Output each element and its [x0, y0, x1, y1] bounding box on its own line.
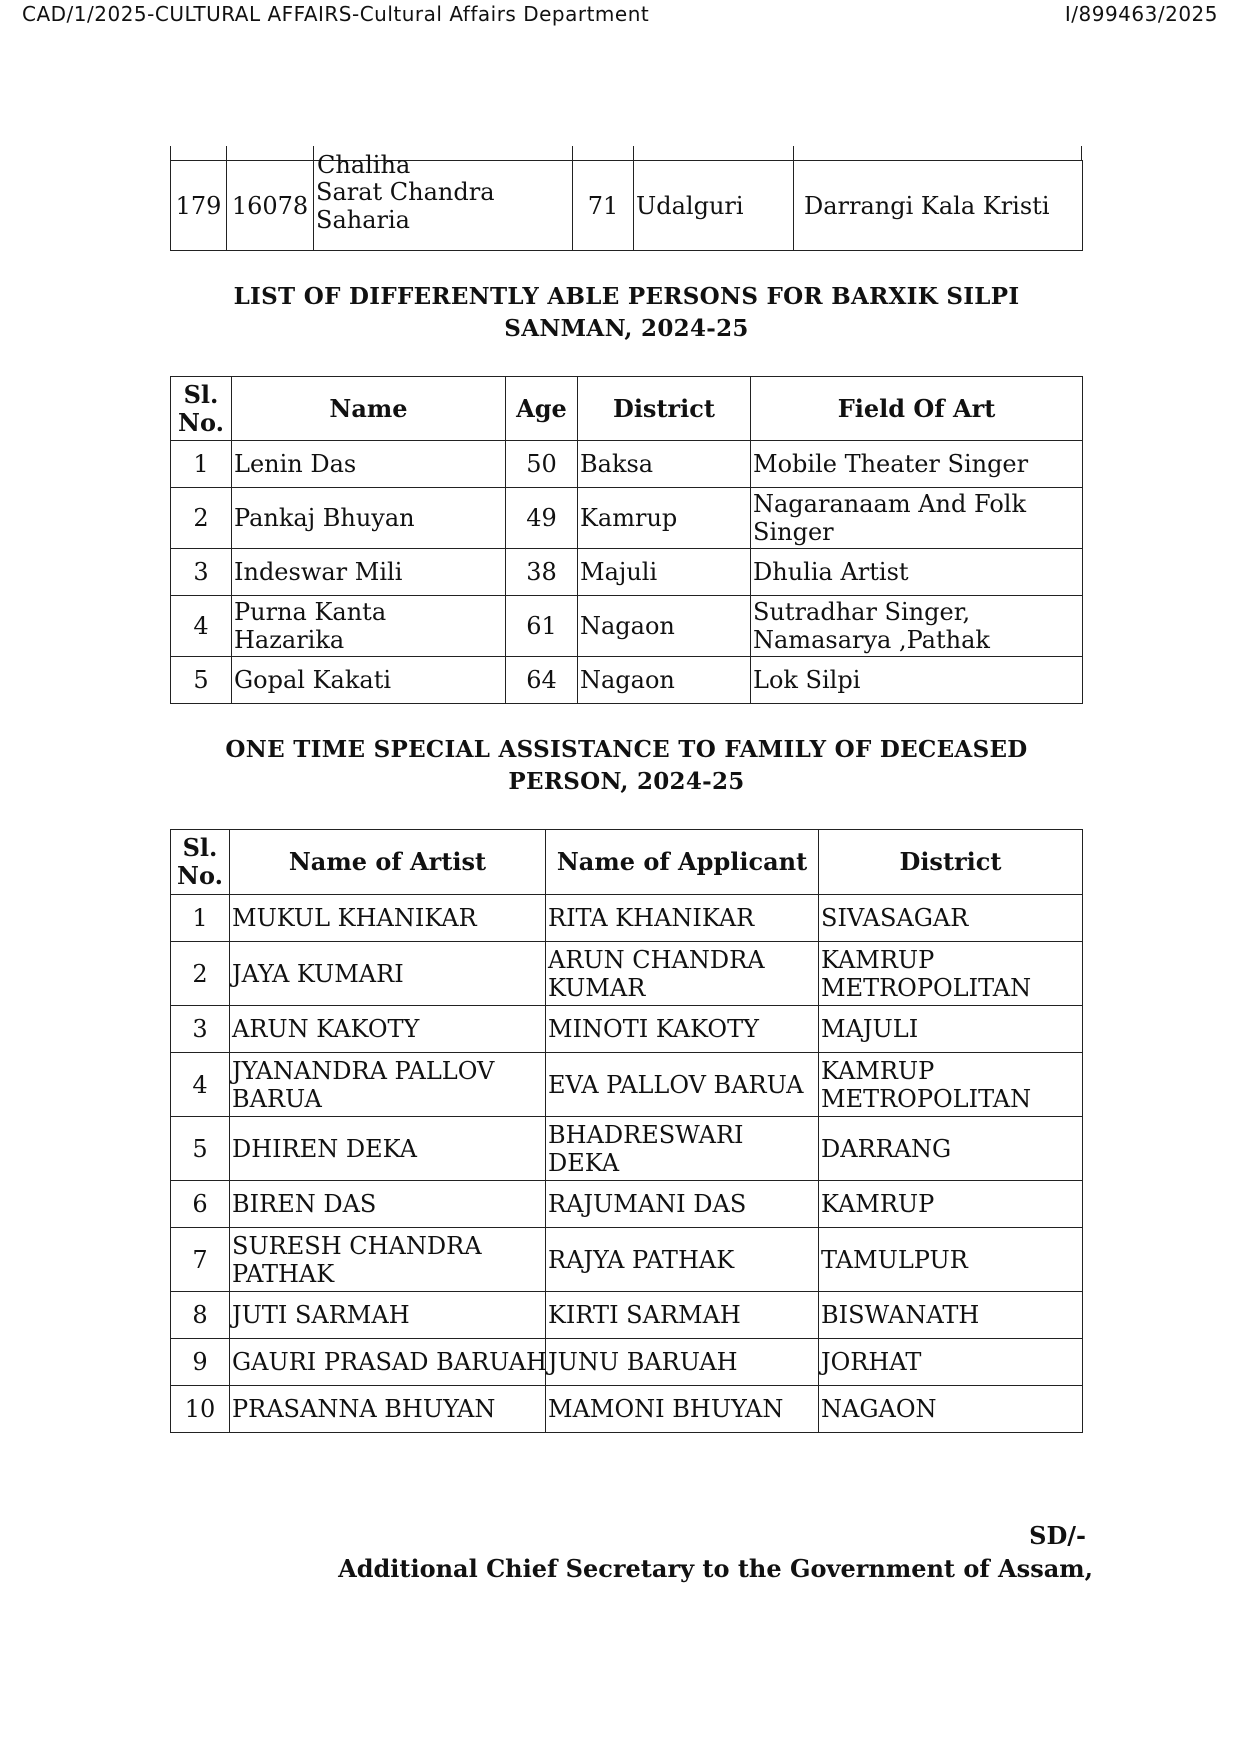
sl-cell: 2 — [171, 942, 230, 1006]
applicant-cell: BHADRESWARI DEKA — [546, 1117, 819, 1181]
sl-cell: 5 — [171, 657, 232, 704]
table-row — [171, 942, 1083, 1006]
artist-cell: PRASANNA BHUYAN — [230, 1386, 546, 1433]
artist-cell: MUKUL KHANIKAR — [230, 895, 546, 942]
age-cell: 49 — [506, 488, 578, 549]
applicant-cell: RITA KHANIKAR — [546, 895, 819, 942]
district-cell: Kamrup — [578, 488, 751, 549]
document-reference: CAD/1/2025-CULTURAL AFFAIRS-Cultural Affairs Department — [22, 2, 650, 26]
sl-cell: 179 — [171, 161, 227, 251]
name-cell — [314, 151, 573, 251]
sl-cell: 7 — [171, 1228, 230, 1292]
sl-cell: 10 — [171, 1386, 230, 1433]
district-cell: KAMRUP METROPOLITAN — [819, 942, 1083, 1006]
name-cell: Indeswar Mili — [232, 549, 506, 596]
district-cell: NAGAON — [819, 1386, 1083, 1433]
continuation-table — [170, 151, 1083, 251]
name-cell: Pankaj Bhuyan — [232, 488, 506, 549]
district-cell: TAMULPUR — [819, 1228, 1083, 1292]
header-artist: Name of Artist — [230, 830, 546, 895]
table-row — [171, 1053, 1083, 1117]
table-row — [171, 1292, 1083, 1339]
district-cell: Baksa — [578, 441, 751, 488]
section2-title — [170, 734, 1083, 798]
applicant-cell: RAJYA PATHAK — [546, 1228, 819, 1292]
table-row — [171, 1228, 1083, 1292]
field-cell: Mobile Theater Singer — [751, 441, 1083, 488]
header-sl: Sl. No. — [171, 830, 230, 895]
section2-title-line2: PERSON, 2024-25 — [508, 768, 745, 795]
age-cell: 71 — [573, 161, 634, 251]
sl-cell: 9 — [171, 1339, 230, 1386]
table-row — [171, 596, 1083, 657]
age-cell: 38 — [506, 549, 578, 596]
sl-cell: 1 — [171, 895, 230, 942]
header-sl: Sl. No. — [171, 377, 232, 441]
age-cell: 50 — [506, 441, 578, 488]
artist-cell: BIREN DAS — [230, 1181, 546, 1228]
artist-cell: GAURI PRASAD BARUAH — [230, 1339, 546, 1386]
applicant-cell: EVA PALLOV BARUA — [546, 1053, 819, 1117]
table-border-stub — [793, 146, 794, 160]
sl-cell: 8 — [171, 1292, 230, 1339]
table-border-stub — [572, 146, 573, 160]
sl-cell: 4 — [171, 1053, 230, 1117]
applicant-cell: KIRTI SARMAH — [546, 1292, 819, 1339]
name-text: Sarat Chandra Saharia — [316, 177, 495, 234]
table-row — [171, 1006, 1083, 1053]
artist-cell: JAYA KUMARI — [230, 942, 546, 1006]
header-applicant: Name of Applicant — [546, 830, 819, 895]
applicant-cell: RAJUMANI DAS — [546, 1181, 819, 1228]
artist-cell: JUTI SARMAH — [230, 1292, 546, 1339]
deceased-assistance-table — [170, 829, 1083, 1433]
document-number: I/899463/2025 — [1064, 2, 1218, 26]
district-cell: Nagaon — [578, 596, 751, 657]
table-row — [171, 895, 1083, 942]
field-cell: Nagaranaam And Folk Singer — [751, 488, 1083, 549]
artist-cell: JYANANDRA PALLOV BARUA — [230, 1053, 546, 1117]
header-district: District — [578, 377, 751, 441]
sl-cell: 2 — [171, 488, 232, 549]
district-cell: MAJULI — [819, 1006, 1083, 1053]
section1-title-line1: LIST OF DIFFERENTLY ABLE PERSONS FOR BARXIK SILPI — [233, 283, 1020, 310]
id-cell: 16078 — [227, 161, 314, 251]
table-row — [171, 441, 1083, 488]
artist-cell: ARUN KAKOTY — [230, 1006, 546, 1053]
header-name: Name — [232, 377, 506, 441]
district-cell: KAMRUP METROPOLITAN — [819, 1053, 1083, 1117]
field-cell: Lok Silpi — [751, 657, 1083, 704]
sl-cell: 6 — [171, 1181, 230, 1228]
district-cell: KAMRUP — [819, 1181, 1083, 1228]
table-row — [171, 1181, 1083, 1228]
district-cell: SIVASAGAR — [819, 895, 1083, 942]
age-cell: 64 — [506, 657, 578, 704]
header-age: Age — [506, 377, 578, 441]
sl-cell: 5 — [171, 1117, 230, 1181]
previous-row-fragment: Chaliha — [317, 151, 411, 179]
table-row — [171, 161, 1083, 251]
table-border-stub — [1081, 146, 1082, 160]
table-border-stub — [313, 146, 314, 160]
section2-title-line1: ONE TIME SPECIAL ASSISTANCE TO FAMILY OF DECEASED — [225, 736, 1028, 763]
organization-cell: Darrangi Kala Kristi — [794, 161, 1083, 251]
table-row — [171, 657, 1083, 704]
applicant-cell: JUNU BARUAH — [546, 1339, 819, 1386]
name-cell: Purna Kanta Hazarika — [232, 596, 506, 657]
field-cell: Dhulia Artist — [751, 549, 1083, 596]
field-cell: Sutradhar Singer, Namasarya ,Pathak — [751, 596, 1083, 657]
name-cell: Lenin Das — [232, 441, 506, 488]
section1-title-line2: SANMAN, 2024-25 — [504, 315, 749, 342]
table-header-row — [171, 830, 1083, 895]
table-header-row — [171, 377, 1083, 441]
district-cell: Udalguri — [634, 161, 794, 251]
sl-cell: 3 — [171, 549, 232, 596]
sl-cell: 3 — [171, 1006, 230, 1053]
signature-sd: SD/- — [1029, 1521, 1086, 1550]
sl-cell: 4 — [171, 596, 232, 657]
differently-able-table — [170, 376, 1083, 704]
artist-cell: DHIREN DEKA — [230, 1117, 546, 1181]
header-district: District — [819, 830, 1083, 895]
name-cell: Gopal Kakati — [232, 657, 506, 704]
artist-cell: SURESH CHANDRA PATHAK — [230, 1228, 546, 1292]
table-row — [171, 1386, 1083, 1433]
district-cell: Majuli — [578, 549, 751, 596]
table-border-stub — [226, 146, 227, 160]
district-cell: BISWANATH — [819, 1292, 1083, 1339]
table-border-stub — [633, 146, 634, 160]
district-cell: Nagaon — [578, 657, 751, 704]
applicant-cell: ARUN CHANDRA KUMAR — [546, 942, 819, 1006]
table-row — [171, 1339, 1083, 1386]
section1-title — [170, 281, 1083, 345]
district-cell: JORHAT — [819, 1339, 1083, 1386]
table-row — [171, 488, 1083, 549]
applicant-cell: MAMONI BHUYAN — [546, 1386, 819, 1433]
header-field: Field Of Art — [751, 377, 1083, 441]
signature-designation: Additional Chief Secretary to the Government of Assam, — [338, 1554, 1093, 1583]
sl-cell: 1 — [171, 441, 232, 488]
applicant-cell: MINOTI KAKOTY — [546, 1006, 819, 1053]
district-cell: DARRANG — [819, 1117, 1083, 1181]
table-border-stub — [170, 146, 171, 160]
table-row — [171, 1117, 1083, 1181]
age-cell: 61 — [506, 596, 578, 657]
table-row — [171, 549, 1083, 596]
